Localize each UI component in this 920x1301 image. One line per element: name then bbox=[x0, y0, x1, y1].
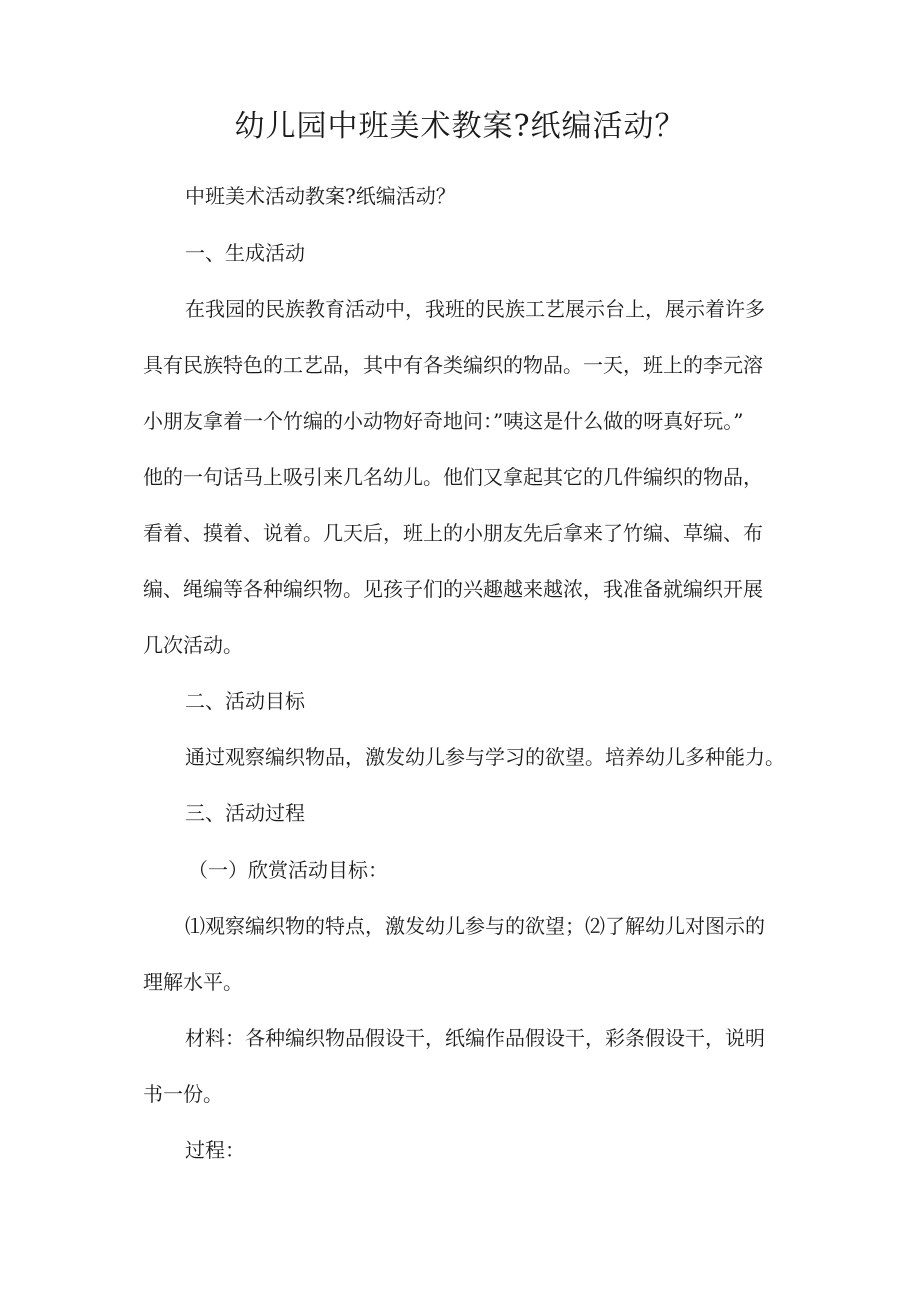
section1-line-5: 看着、摸着、说着。几天后，班上的小朋友先后拿来了竹编、草编、布 bbox=[143, 521, 763, 545]
section2-heading: 二、活动目标 bbox=[185, 689, 305, 713]
section1-line-1: 在我园的民族教育活动中，我班的民族工艺展示台上，展示着许多 bbox=[185, 297, 765, 321]
section2-text: 通过观察编织物品，激发幼儿参与学习的欲望。培养幼儿多种能力。 bbox=[185, 745, 785, 769]
goals-line-2: 理解水平。 bbox=[143, 970, 243, 994]
section1-heading: 一、生成活动 bbox=[185, 241, 305, 265]
goals-line-1: ⑴观察编织物的特点，激发幼儿参与的欲望；⑵了解幼儿对图示的 bbox=[185, 914, 765, 938]
section1-line-2: 具有民族特色的工艺品，其中有各类编织的物品。一天，班上的李元溶 bbox=[143, 353, 763, 377]
materials-line-1: 材料：各种编织物品假设干，纸编作品假设干，彩条假设干，说明 bbox=[185, 1026, 765, 1050]
document-subtitle: 中班美术活动教案?纸编活动？ bbox=[185, 184, 456, 208]
process-label: 过程： bbox=[185, 1138, 245, 1162]
section3-heading: 三、活动过程 bbox=[185, 801, 305, 825]
section1-line-6: 编、绳编等各种编织物。见孩子们的兴趣越来越浓，我准备就编织开展 bbox=[143, 577, 763, 601]
section3-sub-heading: （一）欣赏活动目标： bbox=[188, 858, 388, 882]
document-title: 幼儿园中班美术教案?纸编活动？ bbox=[234, 109, 686, 144]
section1-line-7: 几次活动。 bbox=[143, 633, 243, 657]
materials-line-2: 书一份。 bbox=[143, 1082, 223, 1106]
section1-line-3: 小朋友拿着一个竹编的小动物好奇地问：”咦这是什么做的呀真好玩。” bbox=[143, 409, 744, 433]
section1-line-4: 他的一句话马上吸引来几名幼儿。他们又拿起其它的几件编织的物品， bbox=[143, 465, 763, 489]
